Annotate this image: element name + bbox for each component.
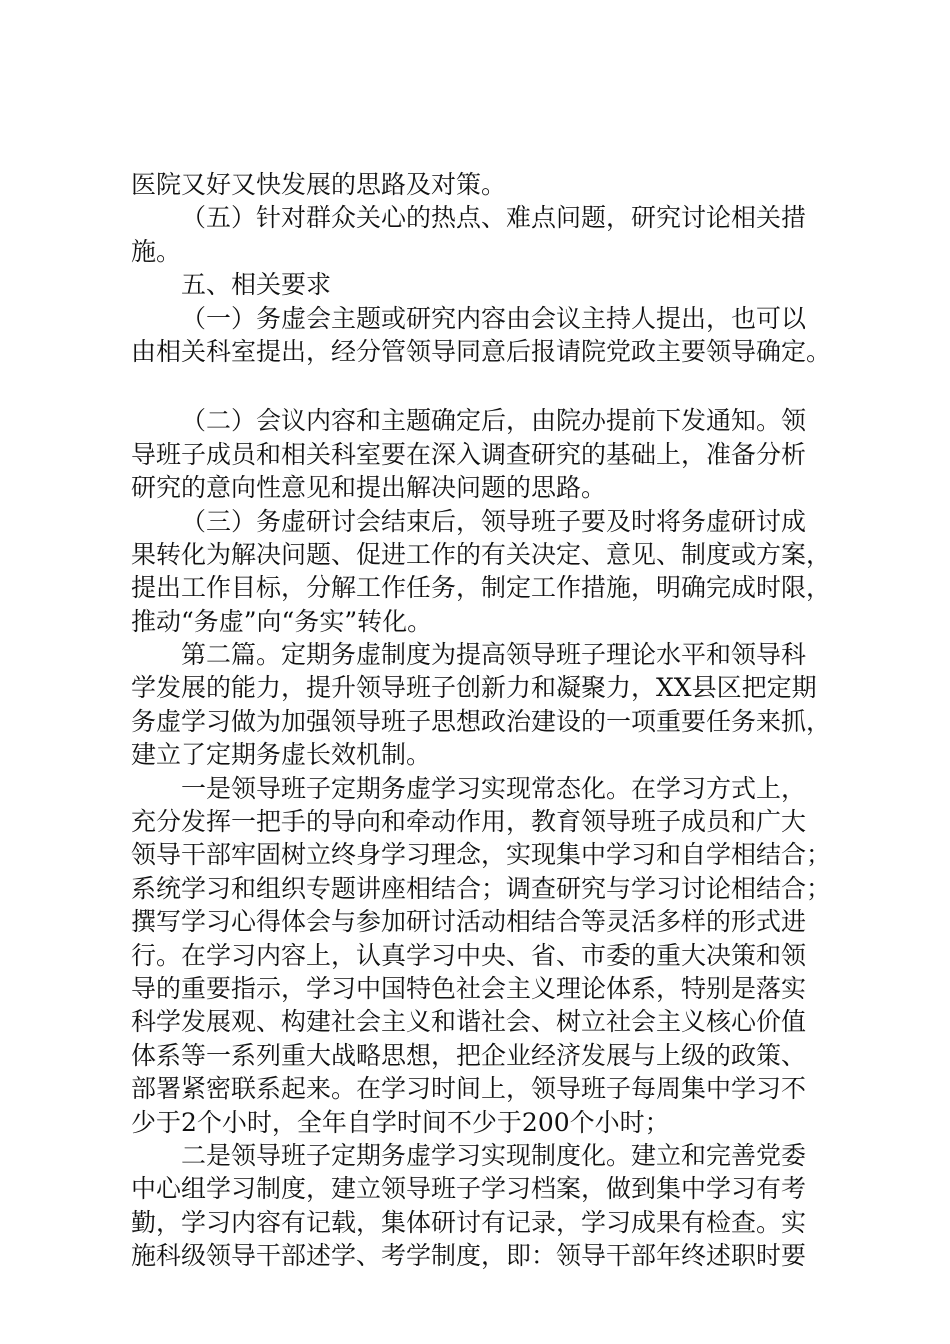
text-line: 系统学习和组织专题讲座相结合；调查研究与学习讨论相结合；: [131, 873, 832, 903]
text-line: 科学发展观、构建社会主义和谐社会、树立社会主义核心价值: [131, 1007, 807, 1037]
text-line: 施。: [131, 236, 182, 266]
text-line: 勤，学习内容有记载，集体研讨有记录，学习成果有检查。实: [131, 1207, 807, 1237]
text-line: 果转化为解决问题、促进工作的有关决定、意见、制度或方案，: [131, 539, 832, 569]
text-line: （三）务虚研讨会结束后，领导班子要及时将务虚研讨成: [181, 506, 807, 536]
text-line: 研究的意向性意见和提出解决问题的思路。: [131, 473, 607, 503]
text-line: 少于2个小时，全年自学时间不少于200个小时；: [131, 1107, 670, 1137]
document-body: [131, 168, 836, 1273]
text-line: 体系等一系列重大战略思想，把企业经济发展与上级的政策、: [131, 1040, 807, 1070]
text-line: 领导干部牢固树立终身学习理念，实现集中学习和自学相结合；: [131, 840, 832, 870]
text-line: 建立了定期务虚长效机制。: [131, 740, 432, 770]
text-line: 医院又好又快发展的思路及对策。: [131, 170, 507, 199]
text-line: 由相关科室提出，经分管领导同意后报请院党政主要领导确定。: [131, 336, 832, 366]
text-line: （一）务虚会主题或研究内容由会议主持人提出，也可以: [181, 303, 807, 333]
text-line: 务虚学习做为加强领导班子思想政治建设的一项重要任务来抓，: [131, 706, 832, 736]
text-line: 撰写学习心得体会与参加研讨活动相结合等灵活多样的形式进: [131, 907, 807, 937]
section-heading: 五、相关要求: [181, 270, 332, 300]
text-line: 推动“务虚”向“务实”转化。: [131, 606, 433, 636]
text-line: 导班子成员和相关科室要在深入调查研究的基础上，准备分析: [131, 439, 807, 469]
text-line: 二是领导班子定期务虚学习实现制度化。建立和完善党委: [181, 1140, 807, 1170]
text-line: 导的重要指示，学习中国特色社会主义理论体系，特别是落实: [131, 973, 807, 1003]
text-line: 一是领导班子定期务虚学习实现常态化。在学习方式上，: [181, 773, 807, 803]
text-line: （五）针对群众关心的热点、难点问题，研究讨论相关措: [181, 203, 807, 233]
text-line: 施科级领导干部述学、考学制度，即：领导干部年终述职时要: [131, 1241, 807, 1271]
text-line: 提出工作目标，分解工作任务，制定工作措施，明确完成时限，: [131, 573, 832, 603]
text-line: （二）会议内容和主题确定后，由院办提前下发通知。领: [181, 406, 807, 436]
text-line: 学发展的能力，提升领导班子创新力和凝聚力，XX县区把定期: [131, 673, 817, 703]
text-line: 中心组学习制度，建立领导班子学习档案，做到集中学习有考: [131, 1174, 807, 1204]
text-line: 部署紧密联系起来。在学习时间上，领导班子每周集中学习不: [131, 1074, 807, 1104]
text-line: 充分发挥一把手的导向和牵动作用，教育领导班子成员和广大: [131, 807, 807, 837]
paragraph-gap: [131, 368, 836, 404]
text-line: 第二篇。定期务虚制度为提高领导班子理论水平和领导科: [181, 640, 807, 670]
text-line: 行。在学习内容上，认真学习中央、省、市委的重大决策和领: [131, 940, 807, 970]
